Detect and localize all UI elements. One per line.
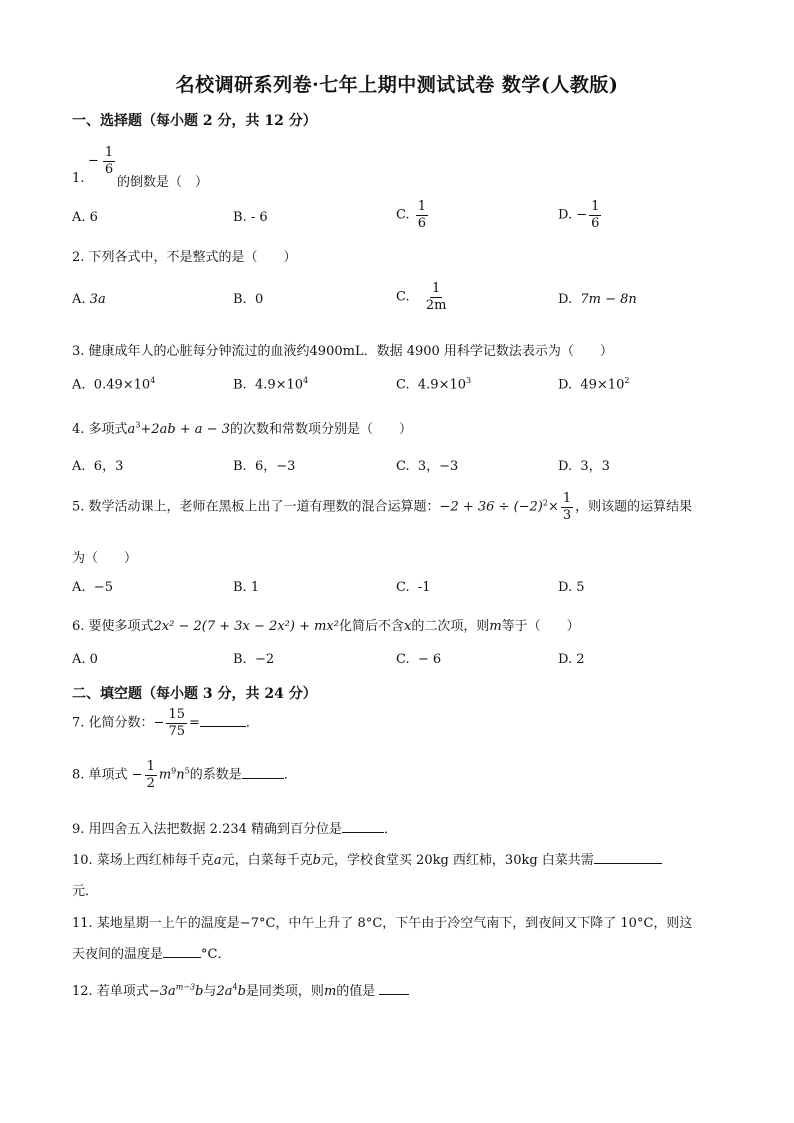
q1-option-b bbox=[233, 210, 268, 225]
q3-option-d bbox=[558, 376, 629, 392]
q5-option-a bbox=[72, 580, 113, 595]
q3-option-b-exp: 4 bbox=[303, 376, 309, 385]
q2-option-a bbox=[72, 292, 106, 307]
q6-mid2: 的二次项，则 bbox=[411, 619, 490, 634]
q6-text bbox=[72, 615, 580, 634]
q10-text bbox=[72, 849, 662, 868]
q8-frac-num: 1 bbox=[146, 759, 155, 774]
q5-suffix: ，则该题的运算结果 bbox=[575, 499, 693, 515]
q5-expr-main: −2 + 36 ÷ (−2) bbox=[439, 499, 543, 515]
q10-answer-blank[interactable] bbox=[594, 851, 662, 864]
q1-option-c-label: C. bbox=[396, 207, 410, 223]
q4-option-d bbox=[558, 455, 610, 474]
q7-fraction bbox=[166, 708, 187, 738]
q4-expr-a: a bbox=[127, 422, 136, 437]
q3-option-a-exp: 4 bbox=[150, 376, 156, 385]
q3-option-a bbox=[72, 376, 155, 392]
q5-option-c bbox=[396, 580, 431, 595]
q2-option-d-label: D. bbox=[558, 292, 573, 307]
q9-prefix: 9. 用四舍五入法把数据 2.234 精确到百分位是 bbox=[72, 822, 343, 837]
q4-option-c-label: C. bbox=[396, 459, 410, 474]
q5-prefix: 5. 数学活动课上，老师在黑板上出了一道有理数的混合运算题： bbox=[72, 499, 440, 515]
q5-option-c-label: C. bbox=[396, 580, 410, 595]
q1-frac-den: 6 bbox=[104, 161, 114, 177]
q6-option-b bbox=[233, 652, 274, 667]
q1-frac-num: 1 bbox=[104, 145, 114, 160]
q1-option-d bbox=[558, 200, 603, 230]
q1-option-c-num: 1 bbox=[417, 199, 427, 214]
q2-option-c-den: 2m bbox=[425, 297, 447, 313]
q7-text bbox=[72, 708, 259, 738]
q12-text bbox=[72, 980, 409, 999]
q8-text bbox=[72, 760, 297, 790]
q7-prefix: 7. 化简分数：− bbox=[72, 715, 165, 731]
q4-option-a-label: A. bbox=[72, 459, 86, 474]
q12-term2-exp: 4 bbox=[232, 982, 238, 992]
q4-option-d-value: 3，3 bbox=[580, 459, 610, 474]
q4-option-d-label: D. bbox=[558, 459, 573, 474]
q9-end: ． bbox=[384, 822, 398, 837]
section-heading-choice: 一、选择题（每小题 2 分，共 12 分） bbox=[72, 113, 317, 129]
q8-prefix: 8. 单项式 − bbox=[72, 767, 143, 783]
q10-text1: 10. 菜场上西红柿每千克 bbox=[72, 853, 214, 868]
q2-option-c-label: C. bbox=[396, 289, 410, 305]
q10-var-b: b bbox=[312, 853, 321, 868]
q12-suffix: 的值是 bbox=[336, 984, 376, 999]
q10-text2: 元，白菜每千克 bbox=[221, 853, 313, 868]
q3-option-b-base: 4.9×10 bbox=[254, 377, 304, 393]
q8-mono-m: m bbox=[158, 767, 172, 783]
q3-option-c-exp: 3 bbox=[466, 376, 472, 385]
q1-number: 1. bbox=[72, 171, 85, 186]
q1-option-d-num: 1 bbox=[591, 199, 600, 214]
q8-end: ． bbox=[283, 767, 297, 783]
q1-text: 的倒数是（ ） bbox=[117, 175, 209, 190]
q2-option-d-value: 7m − 8n bbox=[580, 292, 637, 307]
q12-term2-b: b bbox=[237, 984, 246, 999]
q5-line2: 为（ ） bbox=[72, 551, 138, 566]
q3-option-d-base: 49×10 bbox=[580, 377, 625, 393]
q11-line2-prefix: 天夜间的温度是 bbox=[72, 947, 164, 962]
q4-suffix: 的次数和常数项分别是（ ） bbox=[229, 422, 412, 437]
q11-answer-blank[interactable] bbox=[163, 945, 201, 958]
q8-exp5: 5 bbox=[184, 766, 190, 776]
q2-option-c-fraction bbox=[420, 282, 453, 312]
q5-text bbox=[72, 492, 692, 522]
q7-end: ． bbox=[245, 715, 259, 731]
q12-term1: −3a bbox=[148, 984, 176, 999]
q1-option-c bbox=[396, 200, 430, 230]
q1-option-d-fraction bbox=[589, 200, 601, 230]
q7-eq: = bbox=[188, 715, 200, 731]
q1-fraction bbox=[103, 146, 115, 176]
q2-option-a-label: A. bbox=[72, 292, 86, 307]
q4-option-b-value: 6，−3 bbox=[254, 459, 296, 474]
q5-option-a-value: −5 bbox=[93, 580, 113, 595]
q5-frac-den: 3 bbox=[562, 507, 572, 523]
q6-option-d: D. 2 bbox=[558, 652, 585, 667]
q6-var-x: x bbox=[403, 619, 412, 634]
q2-option-c bbox=[396, 282, 455, 312]
q6-option-b-label: B. bbox=[233, 652, 247, 667]
q3-option-a-label: A. bbox=[72, 377, 86, 393]
q6-option-c-label: C. bbox=[396, 652, 410, 667]
q3-option-d-label: D. bbox=[558, 377, 573, 393]
q6-prefix: 6. 要使多项式 bbox=[72, 619, 154, 634]
q3-option-b bbox=[233, 376, 308, 392]
q3-option-c-base: 4.9×10 bbox=[417, 377, 466, 393]
q3-option-b-label: B. bbox=[233, 377, 247, 393]
q6-option-c bbox=[396, 652, 441, 667]
q4-expr-rest: +2ab + a − 3 bbox=[140, 422, 230, 437]
q1-option-b-label: B. bbox=[233, 210, 247, 225]
q5-fraction bbox=[561, 492, 573, 522]
q4-prefix: 4. 多项式 bbox=[72, 422, 128, 437]
q5-option-d: D. 5 bbox=[558, 580, 585, 595]
q12-mid: 与 bbox=[203, 984, 217, 999]
q12-text-mid: 是同类项，则 bbox=[245, 984, 324, 999]
q5-expr-times: × bbox=[547, 499, 559, 515]
q3-option-d-exp: 2 bbox=[624, 376, 630, 385]
q1-option-d-label: D. bbox=[558, 207, 573, 223]
q5-expr-exp: 2 bbox=[542, 498, 548, 508]
q6-var-m: m bbox=[489, 619, 502, 634]
q6-expr: 2x² − 2(7 + 3x − 2x²) + mx² bbox=[153, 619, 339, 634]
q10-line2: 元． bbox=[72, 884, 99, 899]
q11-line2 bbox=[72, 943, 230, 962]
q2-option-b-label: B. bbox=[233, 292, 247, 307]
q7-answer-blank[interactable] bbox=[200, 714, 246, 727]
q3-text: 3. 健康成年人的心脏每分钟流过的血液约4900mL．数据 4900 用科学记数法表示为（ ） bbox=[72, 344, 613, 359]
q5-option-c-value: -1 bbox=[417, 580, 431, 595]
q1-option-c-fraction bbox=[416, 200, 428, 230]
q6-suffix: 等于（ ） bbox=[501, 619, 580, 634]
q6-option-c-value: − 6 bbox=[417, 652, 442, 667]
q11-line1: 11. 某地星期一上午的温度是−7°C，中午上升了 8°C，下午由于冷空气南下，到夜间又下降了 10°C，则这 bbox=[72, 916, 693, 931]
q4-option-c bbox=[396, 455, 458, 474]
q10-text3: 元，学校食堂买 20kg 西红柿，30kg 白菜共需 bbox=[320, 853, 594, 868]
q8-mono-n: n bbox=[176, 767, 185, 783]
q8-suffix: 的系数是 bbox=[189, 767, 242, 783]
q6-mid: 化简后不含 bbox=[338, 619, 404, 634]
q10-var-a: a bbox=[213, 853, 222, 868]
q12-var-m: m bbox=[323, 984, 337, 999]
q2-option-b bbox=[233, 292, 263, 307]
q2-text: 2. 下列各式中，不是整式的是（ ） bbox=[72, 250, 297, 265]
q7-frac-den: 75 bbox=[168, 723, 185, 739]
q4-option-a-value: 6，3 bbox=[93, 459, 124, 474]
q2-option-c-num: 1 bbox=[432, 281, 441, 296]
q4-option-b-label: B. bbox=[233, 459, 247, 474]
page-title: 名校调研系列卷·七年上期中测试试卷 数学(人教版) bbox=[175, 74, 619, 96]
q1-option-a: A. 6 bbox=[72, 210, 98, 225]
q12-prefix: 12. 若单项式 bbox=[72, 984, 149, 999]
q1-option-d-den: 6 bbox=[591, 215, 600, 231]
q1-sign: − bbox=[88, 153, 99, 169]
q3-option-a-base: 0.49×10 bbox=[93, 377, 151, 393]
section-heading-fill: 二、填空题（每小题 3 分，共 24 分） bbox=[72, 686, 317, 702]
q11-line2-suffix: °C． bbox=[201, 947, 231, 962]
q4-option-c-value: 3，−3 bbox=[417, 459, 459, 474]
q2-option-d bbox=[558, 292, 637, 307]
q12-term2: 2a bbox=[216, 984, 233, 999]
q5-option-b: B. 1 bbox=[233, 580, 260, 595]
q8-fraction bbox=[145, 760, 157, 790]
q5-frac-num: 1 bbox=[562, 491, 572, 506]
q4-option-b bbox=[233, 455, 295, 474]
q4-expr-exp: 3 bbox=[135, 420, 141, 430]
q1-option-b-value: - 6 bbox=[250, 210, 268, 225]
q8-exp9: 9 bbox=[171, 766, 177, 776]
q5-option-a-label: A. bbox=[72, 580, 86, 595]
q6-option-b-value: −2 bbox=[254, 652, 275, 667]
q12-term1-exp: m−3 bbox=[175, 982, 196, 992]
q6-option-a: A. 0 bbox=[72, 652, 98, 667]
q2-option-a-value: 3a bbox=[89, 292, 106, 307]
q8-answer-blank[interactable] bbox=[242, 766, 284, 779]
q2-option-b-value: 0 bbox=[254, 292, 264, 307]
q1-option-c-den: 6 bbox=[417, 215, 427, 231]
q12-term1-b: b bbox=[195, 984, 204, 999]
q7-frac-num: 15 bbox=[168, 707, 185, 722]
q4-text bbox=[72, 418, 412, 437]
q1-option-d-sign: − bbox=[576, 207, 588, 223]
q8-frac-den: 2 bbox=[146, 775, 155, 791]
q3-option-c-label: C. bbox=[396, 377, 410, 393]
q12-answer-blank[interactable] bbox=[379, 982, 409, 995]
q1-fraction-sign bbox=[88, 146, 117, 176]
q9-answer-blank[interactable] bbox=[342, 820, 384, 833]
q9-text bbox=[72, 818, 397, 837]
q4-option-a bbox=[72, 455, 123, 474]
q3-option-c bbox=[396, 376, 471, 392]
